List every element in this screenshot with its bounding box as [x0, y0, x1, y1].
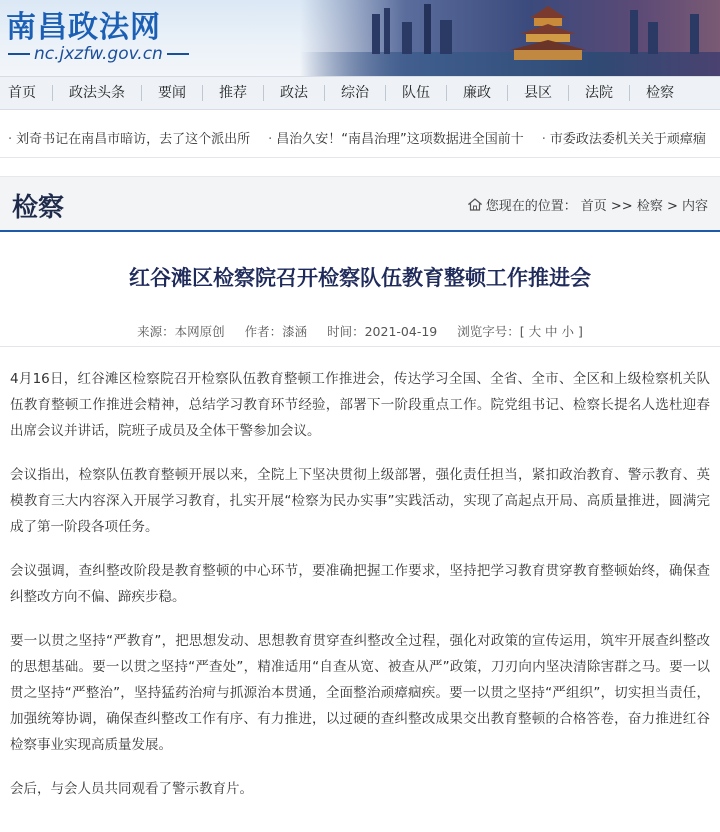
nav-item-recommend[interactable]: 推荐 [203, 85, 264, 101]
ticker-link[interactable]: · 刘奇书记在南昌市暗访，去了这个派出所 [0, 128, 260, 147]
skyline-building [424, 4, 431, 54]
breadcrumb-path[interactable]: 首页 >> 检察 > 内容 [580, 199, 708, 214]
article-paragraph: 会后，与会人员共同观看了警示教育片。 [10, 781, 253, 797]
skyline-building [440, 20, 452, 54]
nav-item-governance[interactable]: 综治 [325, 85, 386, 101]
skyline-building [630, 10, 638, 54]
article-body [10, 366, 710, 820]
article-paragraph: 要一以贯之坚持“严教育”，把思想发动、思想教育贯穿查纠整改全过程，强化对政策的宣传运用，筑牢开展查纠整改的思想基础。要一以贯之坚持“严查处”，精准适用“自查从宽、被查从严”政策，刀刃向内坚决清除害群之马。要一以贯之坚持“严整治”，坚持猛药治疴与抓源治本贯通，全面整治顽瘴痼疾。要一以贯之坚持“严组织”，切实担当责任，加强统筹协调，确保查纠整改工作有序、有力推进，以过硬的查纠整改成果交出教育整顿的合格答卷，奋力推进红谷检察事业实现高质量发展。 [10, 633, 710, 753]
nav-item-headlines[interactable]: 政法头条 [53, 85, 142, 101]
nav-item-news[interactable]: 要闻 [142, 85, 203, 101]
skyline-building [648, 22, 658, 54]
article-paragraph: 会议指出，检察队伍教育整顿开展以来，全院上下坚决贯彻上级部署，强化责任担当，紧扣政治教育、警示教育、英模教育三大内容深入开展学习教育，扎实开展“检察为民办实事”实践活动，实现了高起点开局、高质量推进，圆满完成了第一阶段各项任务。 [10, 467, 710, 535]
divider [0, 346, 720, 347]
breadcrumb-prefix: 您现在的位置： [485, 199, 577, 214]
nav-item-home[interactable]: 首页 [0, 85, 53, 101]
main-nav [0, 76, 720, 110]
nav-item-districts[interactable]: 县区 [508, 85, 569, 101]
section-title: 检察 [12, 193, 65, 223]
skyline-building [372, 14, 380, 54]
meta-author: 作者：漆涵 [244, 324, 308, 339]
site-url: nc.jxzfw.gov.cn [8, 44, 189, 64]
nav-item-integrity[interactable]: 廉政 [447, 85, 508, 101]
article-title: 红谷滩区检察院召开检察队伍教育整顿工作推进会 [129, 266, 591, 290]
nav-item-procuratorate[interactable]: 检察 [646, 85, 674, 101]
meta-source: 来源：本网原创 [137, 324, 225, 339]
ticker-link[interactable]: · 昌治久安！“南昌治理”这项数据进全国前十 [260, 128, 534, 147]
skyline-building [690, 14, 699, 54]
article-meta [0, 322, 720, 340]
nav-item-politics-law[interactable]: 政法 [264, 85, 325, 101]
meta-time: 时间：2021-04-19 [327, 324, 438, 339]
home-icon [468, 198, 482, 211]
nav-item-team[interactable]: 队伍 [386, 85, 447, 101]
news-ticker [0, 118, 720, 158]
breadcrumb [468, 195, 708, 214]
skyline-building [384, 8, 390, 54]
section-header [0, 176, 720, 232]
site-logo-title[interactable]: 南昌政法网 [6, 10, 161, 45]
header-banner [0, 0, 720, 76]
ticker-link[interactable]: · 市委政法委机关关于顽瘴痼 [534, 128, 716, 147]
article-paragraph: 会议强调，查纠整改阶段是教育整顿的中心环节，要准确把握工作要求，坚持把学习教育贯穿教育整顿始终，确保查纠整改方向不偏、蹄疾步稳。 [10, 563, 710, 605]
skyline-building [402, 22, 412, 54]
nav-item-court[interactable]: 法院 [569, 85, 630, 101]
pavilion-illustration [500, 4, 596, 60]
meta-font-size-control[interactable]: 浏览字号：[ 大 中 小 ] [457, 324, 583, 339]
article-paragraph: 4月16日，红谷滩区检察院召开检察队伍教育整顿工作推进会，传达学习全国、全省、全市、全区和上级检察机关队伍教育整顿工作推进会精神，总结学习教育环节经验，部署下一阶段重点工作。院党组书记、检察长提名人选杜迎春出席会议并讲话，院班子成员及全体干警参加会议。 [10, 371, 710, 439]
